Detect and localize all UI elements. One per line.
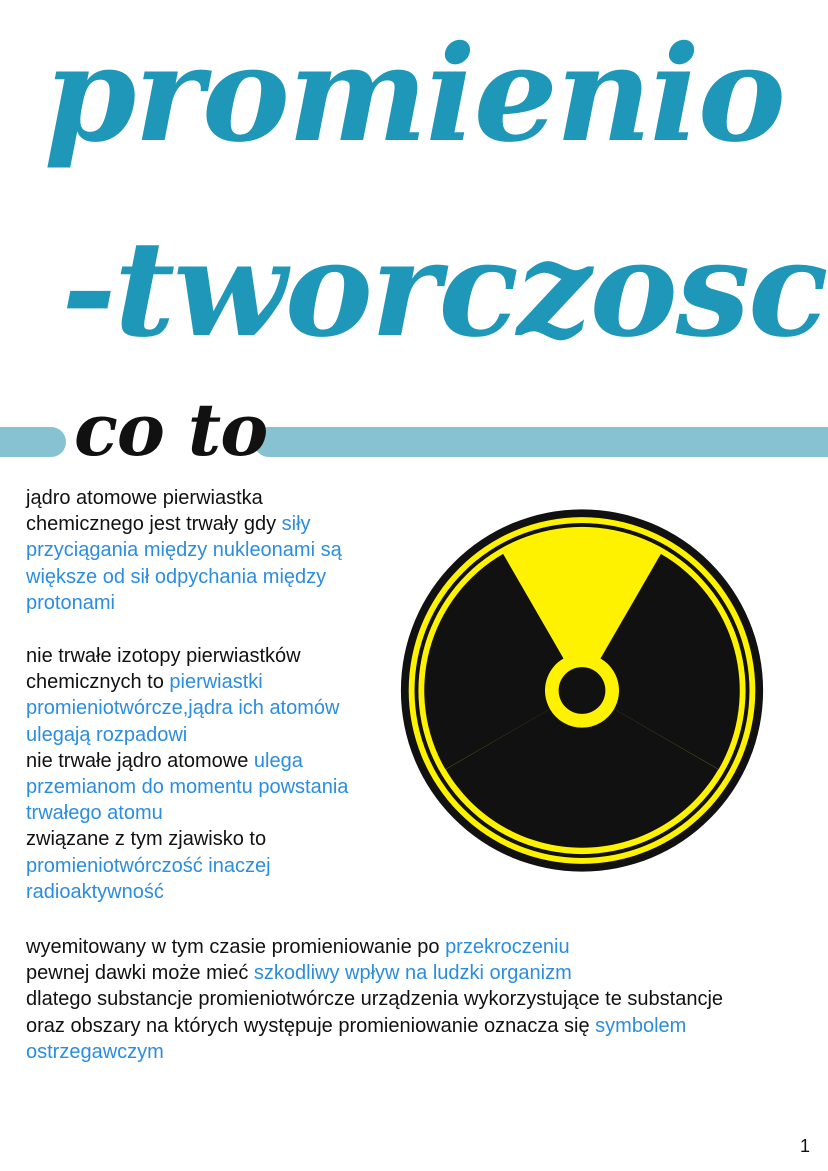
paragraph-text: dlatego substancje promieniotwórcze urządzenia wykorzystujące te substancje oraz obszary na których występuje promieniowanie oznacza się	[26, 988, 724, 1037]
paragraph-text: pewnej dawki może mieć	[26, 962, 254, 985]
highlighted-text: przekroczeniu	[445, 936, 570, 958]
paragraph-text: związane z tym zjawisko to	[26, 828, 267, 851]
paragraph-radiation	[26, 934, 766, 1065]
highlighted-text: ulega przemianom do momentu powstania trwałego atomu	[26, 749, 349, 825]
section-heading: co to	[74, 387, 268, 472]
page-title-line-1: promienio	[44, 17, 784, 172]
page-title-line-2: -tworczosc	[61, 212, 827, 367]
paragraph-text: jądro atomowe pierwiastka chemicznego jest trwały gdy	[26, 487, 282, 536]
section-divider-right	[254, 427, 828, 457]
highlighted-text: siły przyciągania między nukleonami są większe od sił odpychania między protonami	[26, 513, 342, 614]
highlighted-text: symbolem ostrzegawczym	[26, 1014, 687, 1063]
paragraph-stability	[26, 485, 371, 616]
page-number: 1	[799, 1136, 810, 1156]
paragraph-text: nie trwałe jądro atomowe	[26, 749, 254, 772]
section-divider-left	[0, 427, 66, 457]
radiation-hazard-icon	[397, 498, 767, 883]
paragraph-text: wyemitowany w tym czasie promieniowanie po	[26, 936, 446, 958]
hazard-center-dot	[559, 667, 606, 714]
highlighted-text: promieniotwórczość inaczej radioaktywność	[26, 854, 271, 903]
paragraph-isotopes	[26, 643, 371, 905]
highlighted-text: pierwiastki promieniotwórcze,jądra ich atomów ulegają rozpadowi	[26, 671, 340, 746]
paragraph-text: nie trwałe izotopy pierwiastków chemicznych to	[26, 645, 301, 694]
highlighted-text: szkodliwy wpływ na ludzki organizm	[253, 962, 572, 985]
